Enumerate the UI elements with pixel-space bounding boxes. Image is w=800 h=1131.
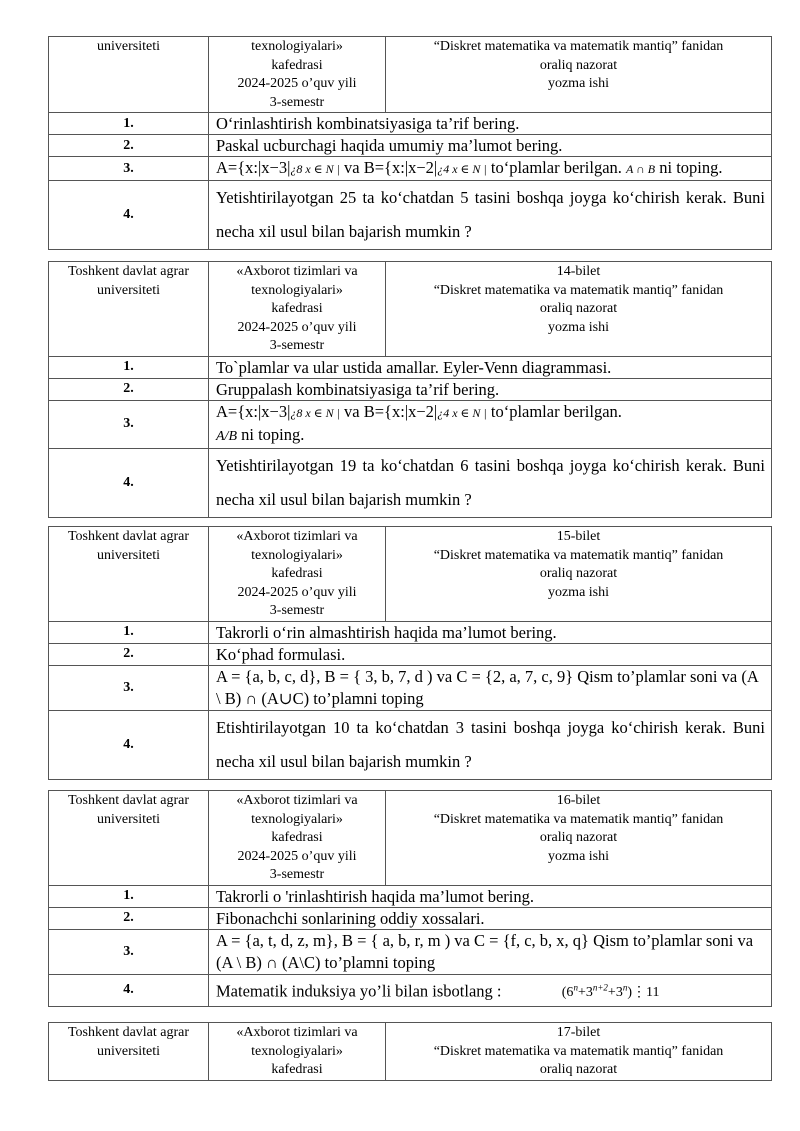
question-text <box>209 974 772 1007</box>
question-text: Yetishtirilayotgan 25 ta ko‘chatdan 5 tasini boshqa joyga ko‘chirish kerak. Buni necha xil usul bilan bajarish mumkin ? <box>209 181 772 250</box>
question-text: Paskal ucburchagi haqida umumiy ma’lumot bering. <box>209 135 772 157</box>
exam-form: yozma ishi <box>547 848 610 864</box>
exam-type: oraliq nazorat <box>539 1062 618 1077</box>
department-line: texnologiyalari» <box>251 547 343 563</box>
department-line: «Axborot tizimlari va <box>236 529 358 544</box>
department-line: kafedrasi <box>271 830 323 845</box>
question-text <box>209 157 772 181</box>
question-row <box>49 448 772 517</box>
question-row <box>49 113 772 135</box>
question-text: Yetishtirilayotgan 19 ta ko‘chatdan 6 tasini boshqa joyga ko‘chirish kerak. Buni necha xil usul bilan bajarish mumkin ? <box>209 448 772 517</box>
exam-subject: “Diskret matematika va matematik mantiq” fanidan <box>433 811 724 827</box>
department-cell <box>209 527 386 622</box>
question-text-part: to‘plamlar berilgan. <box>490 401 622 421</box>
university-name: Toshkent davlat agrar universiteti <box>67 1025 190 1059</box>
university-name: Toshkent davlat agrar universiteti <box>67 529 190 563</box>
question-row <box>49 135 772 157</box>
question-text: A = {a, b, c, d}, B = { 3, b, 7, d ) va C = {2, a, 7, c, 9} Qism to’plamlar soni va (A \ B) ∩ (A∪C) to’plamni toping <box>209 665 772 710</box>
semester: 3-semestr <box>269 94 325 110</box>
question-row <box>49 885 772 907</box>
department-line: texnologiyalari» <box>251 39 343 54</box>
ticket-header-row <box>49 37 772 113</box>
ticket-table-1 <box>48 36 772 250</box>
question-number: 3. <box>49 665 209 710</box>
ticket-header-row <box>49 791 772 886</box>
question-number: 1. <box>49 621 209 643</box>
question-row <box>49 665 772 710</box>
academic-year: 2024-2025 o’quv yili <box>237 584 357 600</box>
formula: ¿8 x ∈ N | <box>290 405 340 420</box>
question-text: A = {a, t, d, z, m}, B = { a, b, r, m ) va C = {f, c, b, x, q} Qism to’plamlar soni va (A \ B) ∩ (A\C) to’plamni toping <box>209 929 772 974</box>
question-number: 3. <box>49 929 209 974</box>
question-text: To`plamlar va ular ustida amallar. Eyler-Venn diagrammasi. <box>209 356 772 378</box>
question-row <box>49 974 772 1007</box>
ticket-header-row <box>49 1023 772 1081</box>
formula: ¿8 x ∈ N | <box>290 162 340 176</box>
exam-cell <box>386 791 772 886</box>
exam-cell <box>386 527 772 622</box>
question-text-part: to‘plamlar berilgan. <box>490 158 622 177</box>
department-line: kafedrasi <box>271 566 323 581</box>
department-line: kafedrasi <box>271 57 323 73</box>
exam-cell <box>386 1023 772 1081</box>
ticket-header-row <box>49 527 772 622</box>
question-text-part: ni toping. <box>241 424 305 444</box>
ticket-header-row <box>49 262 772 357</box>
ticket-label: 15-bilet <box>556 529 601 544</box>
question-row <box>49 710 772 779</box>
question-row <box>49 181 772 250</box>
set-b-text: va B={x:|x−2| <box>344 158 438 177</box>
question-number: 4. <box>49 974 209 1007</box>
question-row <box>49 356 772 378</box>
set-a-text: A={x:|x−3| <box>216 158 291 177</box>
question-number: 2. <box>49 907 209 929</box>
university-cell <box>49 1023 209 1081</box>
university-cell <box>49 262 209 357</box>
exam-form: yozma ishi <box>547 76 610 91</box>
university-name: universiteti <box>97 39 160 54</box>
question-number: 4. <box>49 448 209 517</box>
academic-year: 2024-2025 o’quv yili <box>237 319 357 335</box>
ticket-label: 14-bilet <box>556 264 601 279</box>
exam-form: yozma ishi <box>547 319 610 335</box>
formula: ¿4 x ∈ N | <box>437 162 487 176</box>
university-name: Toshkent davlat agrar universiteti <box>67 264 190 298</box>
question-number: 2. <box>49 135 209 157</box>
question-text: Ko‘phad formulasi. <box>209 643 772 665</box>
university-name: Toshkent davlat agrar universiteti <box>67 793 190 827</box>
exam-cell <box>386 37 772 113</box>
academic-year: 2024-2025 o’quv yili <box>237 76 357 91</box>
question-row <box>49 157 772 181</box>
exam-subject: “Diskret matematika va matematik mantiq” fanidan <box>433 39 724 54</box>
question-text: Etishtirilayotgan 10 ta ko‘chatdan 3 tasini boshqa joyga ko‘chirish kerak. Buni necha xil usul bilan bajarish mumkin ? <box>209 710 772 779</box>
question-number: 3. <box>49 400 209 448</box>
question-number: 1. <box>49 885 209 907</box>
question-number: 1. <box>49 113 209 135</box>
department-line: «Axborot tizimlari va <box>236 1025 358 1040</box>
set-b-text: va B={x:|x−2| <box>344 401 438 421</box>
formula: A/B <box>216 428 237 444</box>
question-number: 4. <box>49 710 209 779</box>
department-line: texnologiyalari» <box>251 811 343 827</box>
ticket-label: 17-bilet <box>556 1025 601 1040</box>
question-text: O‘rinlashtirish kombinatsiyasiga ta’rif bering. <box>209 113 772 135</box>
formula: $(6^n+3^{n+2}+3^n)⋮11$ <box>561 982 660 1001</box>
question-row <box>49 929 772 974</box>
exam-type: oraliq nazorat <box>539 301 618 316</box>
formula: ¿4 x ∈ N | <box>437 405 487 420</box>
semester: 3-semestr <box>269 867 325 882</box>
exam-type: oraliq nazorat <box>539 57 618 73</box>
exam-subject: “Diskret matematika va matematik mantiq” fanidan <box>433 1043 724 1059</box>
semester: 3-semestr <box>269 603 325 618</box>
question-text: Gruppalash kombinatsiyasiga ta’rif bering. <box>209 378 772 400</box>
ticket-table-14 <box>48 261 772 518</box>
formula: A ∩ B <box>626 162 656 176</box>
question-row <box>49 621 772 643</box>
question-text: Takrorli o 'rinlashtirish haqida ma’lumot bering. <box>209 885 772 907</box>
department-cell <box>209 1023 386 1081</box>
exam-type: oraliq nazorat <box>539 566 618 581</box>
department-line: kafedrasi <box>271 1062 323 1077</box>
academic-year: 2024-2025 o’quv yili <box>237 848 357 864</box>
department-line: «Axborot tizimlari va <box>236 264 358 279</box>
ticket-label: 16-bilet <box>556 793 601 808</box>
question-text: Takrorli o‘rin almashtirish haqida ma’lumot bering. <box>209 621 772 643</box>
question-number: 2. <box>49 378 209 400</box>
department-cell <box>209 262 386 357</box>
ticket-table-15 <box>48 526 772 780</box>
exam-cell <box>386 262 772 357</box>
question-text-part: ni toping. <box>659 158 723 177</box>
ticket-table-16 <box>48 790 772 1007</box>
question-number: 3. <box>49 157 209 181</box>
department-line: texnologiyalari» <box>251 282 343 298</box>
semester: 3-semestr <box>269 338 325 353</box>
question-row <box>49 643 772 665</box>
exam-form: yozma ishi <box>547 584 610 600</box>
department-line: kafedrasi <box>271 301 323 316</box>
exam-type: oraliq nazorat <box>539 830 618 845</box>
exam-subject: “Diskret matematika va matematik mantiq” fanidan <box>433 282 724 298</box>
university-cell <box>49 527 209 622</box>
ticket-table-17 <box>48 1022 772 1081</box>
question-row <box>49 400 772 448</box>
question-number: 1. <box>49 356 209 378</box>
department-cell <box>209 791 386 886</box>
university-cell <box>49 37 209 113</box>
question-text-part: Matematik induksiya yo’li bilan isbotlang : <box>216 981 502 1001</box>
question-number: 2. <box>49 643 209 665</box>
department-line: texnologiyalari» <box>251 1043 343 1059</box>
department-cell <box>209 37 386 113</box>
question-row <box>49 907 772 929</box>
question-text: Fibonachchi sonlarining oddiy xossalari. <box>209 907 772 929</box>
question-text <box>209 400 772 448</box>
exam-subject: “Diskret matematika va matematik mantiq” fanidan <box>433 547 724 563</box>
set-a-text: A={x:|x−3| <box>216 401 291 421</box>
university-cell <box>49 791 209 886</box>
department-line: «Axborot tizimlari va <box>236 793 358 808</box>
question-number: 4. <box>49 181 209 250</box>
question-row <box>49 378 772 400</box>
